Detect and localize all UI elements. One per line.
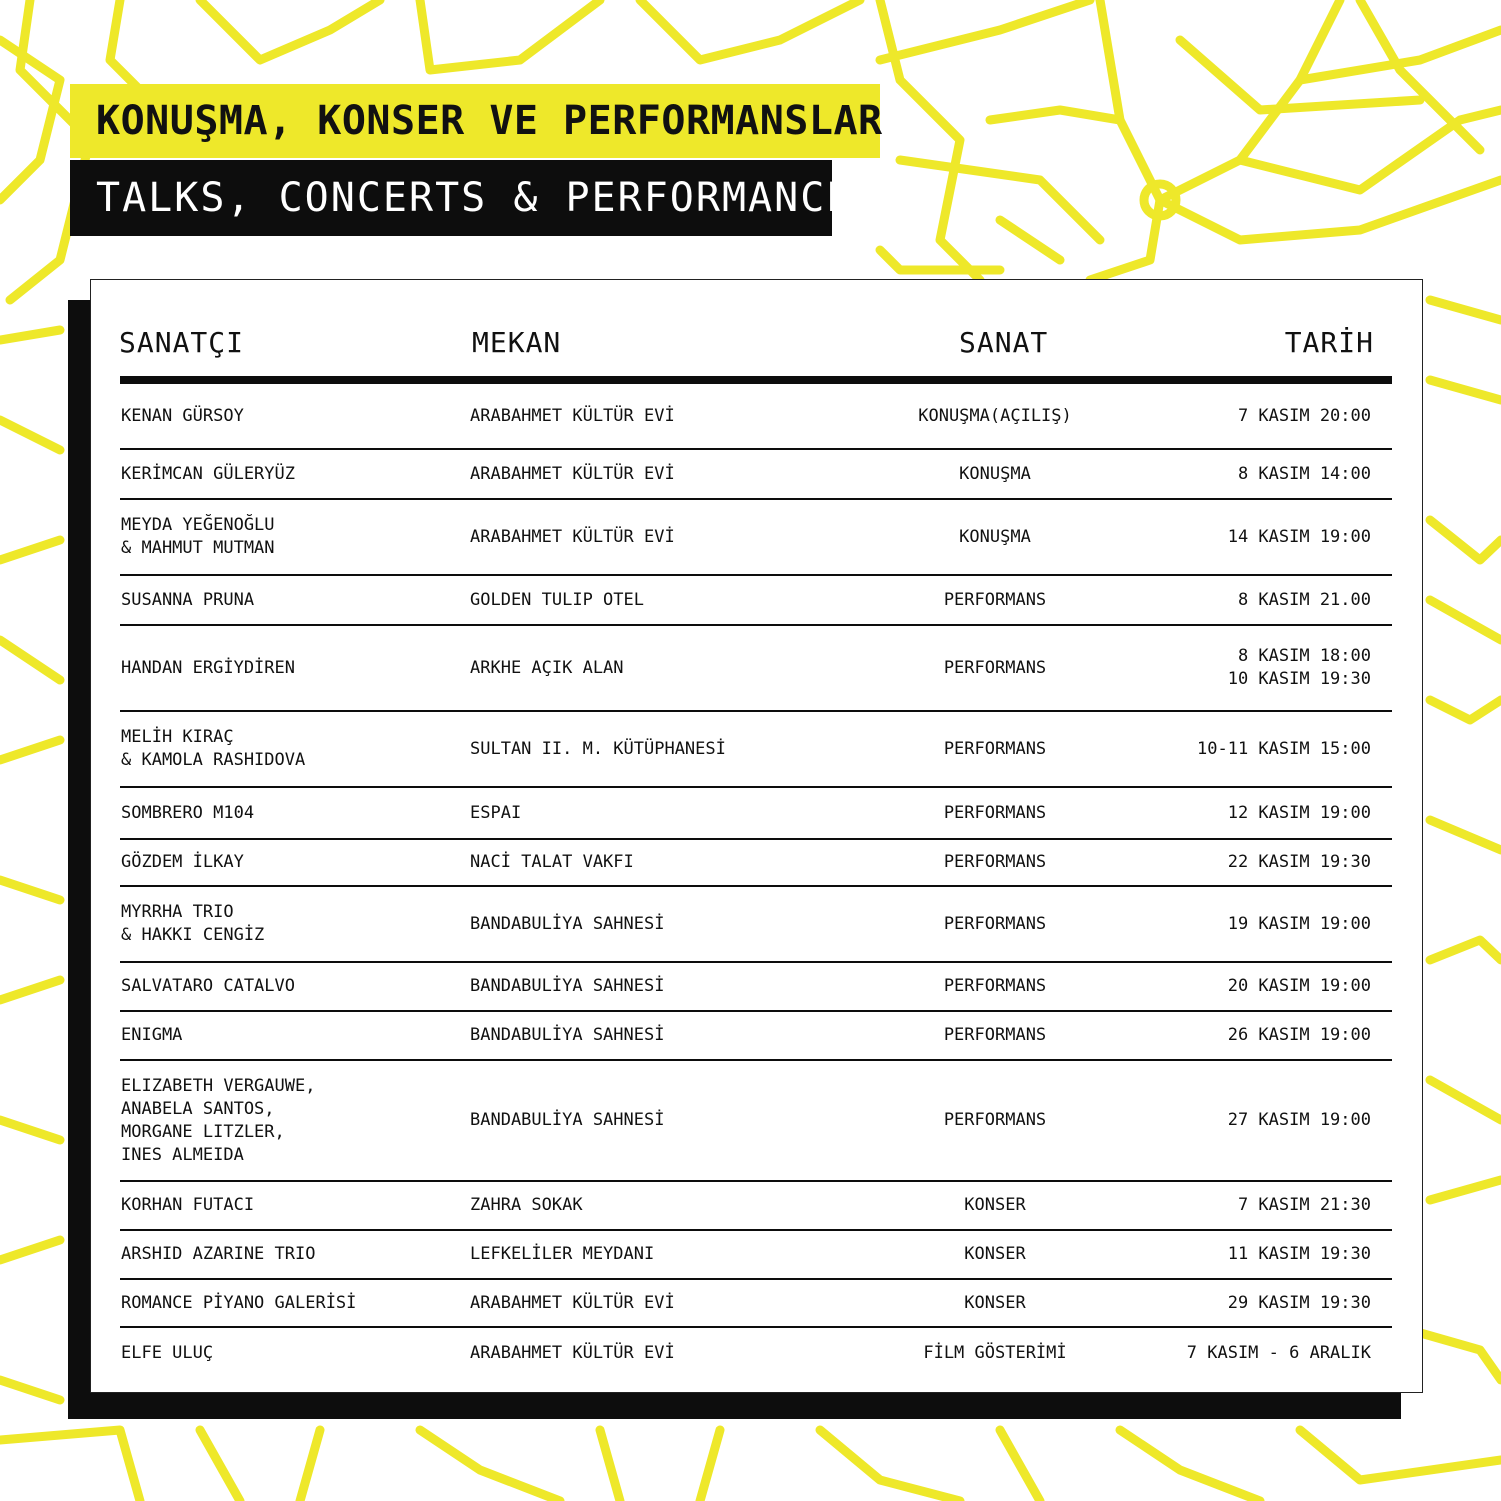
cell-art: PERFORMANS (943, 1025, 1047, 1045)
cell-date: 8 KASIM 14:00 (1237, 463, 1371, 484)
table-row (120, 626, 1392, 712)
cell-venue: ARABAHMET KÜLTÜR EVİ (470, 526, 675, 547)
cell-art: PERFORMANS (943, 589, 1047, 610)
cell-venue: SULTAN II. M. KÜTÜPHANESİ (470, 738, 726, 759)
cell-date: 22 KASIM 19:30 (1227, 852, 1371, 872)
cell-artist: SALVATARO CATALVO (121, 976, 295, 996)
title-english: TALKS, CONCERTS & PERFORMANCES (70, 160, 832, 236)
header-date: TARİH (1284, 326, 1374, 359)
cell-art: KONUŞMA(AÇILIŞ) (918, 405, 1072, 426)
cell-date: 7 KASIM - 6 ARALIK (1186, 1342, 1371, 1363)
cell-date: 8 KASIM 21.00 (1237, 589, 1371, 610)
cell-date: 7 KASIM 20:00 (1237, 405, 1371, 426)
table-row (120, 712, 1392, 788)
cell-art: PERFORMANS (943, 976, 1047, 996)
cell-venue: ARABAHMET KÜLTÜR EVİ (470, 463, 675, 484)
cell-venue: BANDABULİYA SAHNESİ (470, 913, 665, 934)
cell-artist: ROMANCE PİYANO GALERİSİ (121, 1292, 357, 1313)
header-divider (120, 376, 1392, 384)
table-row (120, 1012, 1392, 1061)
table-row (120, 1280, 1392, 1328)
cell-venue: NACİ TALAT VAKFI (470, 852, 634, 872)
cell-date: 20 KASIM 19:00 (1227, 976, 1371, 996)
cell-venue: LEFKELİLER MEYDANI (470, 1244, 655, 1264)
cell-artist: ELIZABETH VERGAUWE, ANABELA SANTOS, MORGANE LITZLER, INES ALMEIDA (121, 1075, 316, 1165)
table-row (120, 1231, 1392, 1280)
table-row (120, 963, 1392, 1012)
cell-art: FİLM GÖSTERİMİ (923, 1342, 1067, 1363)
table-row (120, 788, 1392, 840)
header-artist: SANATÇI (119, 326, 245, 359)
cell-venue: GOLDEN TULIP OTEL (470, 589, 644, 610)
cell-art: PERFORMANS (943, 913, 1047, 934)
table-row (120, 384, 1392, 450)
cell-artist: ENIGMA (121, 1025, 183, 1045)
table-row (120, 450, 1392, 500)
header-venue: MEKAN (472, 326, 562, 359)
cell-artist: MEYDA YEĞENOĞLU & MAHMUT MUTMAN (121, 515, 275, 558)
cell-artist: ELFE ULUÇ (121, 1342, 214, 1363)
cell-venue: ARKHE AÇIK ALAN (470, 657, 624, 678)
cell-art: PERFORMANS (943, 738, 1047, 759)
schedule-panel (90, 279, 1423, 1393)
cell-art: KONSER (964, 1195, 1026, 1215)
header-art: SANAT (959, 326, 1049, 359)
cell-venue: ARABAHMET KÜLTÜR EVİ (470, 405, 675, 426)
cell-artist: SOMBRERO M104 (121, 802, 255, 823)
cell-date: 27 KASIM 19:00 (1227, 1110, 1371, 1130)
cell-date: 7 KASIM 21:30 (1237, 1195, 1371, 1215)
cell-venue: BANDABULİYA SAHNESİ (470, 976, 665, 996)
cell-artist: MELİH KIRAÇ & KAMOLA RASHIDOVA (121, 727, 306, 770)
cell-venue: ARABAHMET KÜLTÜR EVİ (470, 1292, 675, 1313)
cell-artist: SUSANNA PRUNA (121, 589, 255, 610)
table-row (120, 887, 1392, 963)
cell-artist: ARSHID AZARINE TRIO (121, 1244, 316, 1264)
cell-art: PERFORMANS (943, 657, 1047, 678)
table-row (120, 1061, 1392, 1182)
cell-date: 26 KASIM 19:00 (1227, 1025, 1371, 1045)
cell-art: KONUŞMA (959, 463, 1031, 484)
cell-date: 11 KASIM 19:30 (1227, 1244, 1371, 1264)
cell-venue: ESPAI (470, 802, 522, 823)
cell-artist: KENAN GÜRSOY (121, 405, 244, 426)
table-row (120, 1328, 1392, 1378)
cell-art: KONSER (964, 1244, 1026, 1264)
cell-date: 19 KASIM 19:00 (1227, 913, 1371, 934)
cell-art: KONSER (964, 1292, 1026, 1313)
table-row (120, 840, 1392, 887)
cell-venue: BANDABULİYA SAHNESİ (470, 1110, 665, 1130)
schedule-table (120, 384, 1392, 1378)
cell-art: PERFORMANS (943, 852, 1047, 872)
cell-artist: GÖZDEM İLKAY (121, 852, 244, 872)
cell-venue: ARABAHMET KÜLTÜR EVİ (470, 1342, 675, 1363)
cell-venue: ZAHRA SOKAK (470, 1195, 583, 1215)
cell-artist: HANDAN ERGİYDİREN (121, 657, 295, 678)
cell-art: PERFORMANS (943, 802, 1047, 823)
table-row (120, 576, 1392, 626)
table-row (120, 500, 1392, 576)
table-row (120, 1182, 1392, 1231)
cell-date: 29 KASIM 19:30 (1227, 1292, 1371, 1313)
title-turkish: KONUŞMA, KONSER VE PERFORMANSLAR (70, 84, 880, 158)
cell-date: 8 KASIM 18:00 10 KASIM 19:30 (1227, 646, 1371, 689)
cell-art: PERFORMANS (943, 1110, 1047, 1130)
cell-art: KONUŞMA (959, 526, 1031, 547)
cell-artist: MYRRHA TRIO & HAKKI CENGİZ (121, 902, 265, 945)
cell-date: 12 KASIM 19:00 (1227, 802, 1371, 823)
cell-venue: BANDABULİYA SAHNESİ (470, 1025, 665, 1045)
cell-artist: KORHAN FUTACI (121, 1195, 255, 1215)
cell-date: 10-11 KASIM 15:00 (1197, 738, 1371, 759)
cell-date: 14 KASIM 19:00 (1227, 526, 1371, 547)
cell-artist: KERİMCAN GÜLERYÜZ (121, 463, 295, 484)
